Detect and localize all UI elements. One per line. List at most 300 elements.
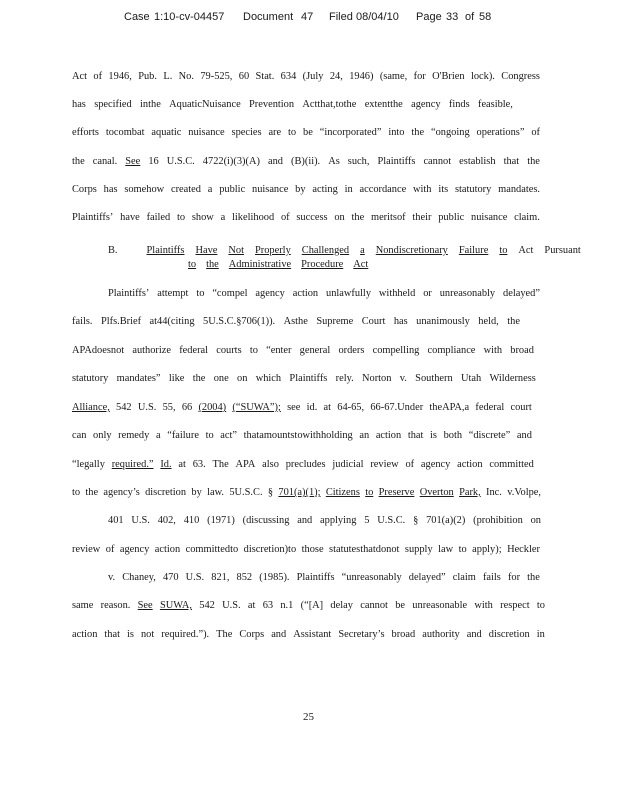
word: (“SUWA”); — [232, 402, 281, 413]
word: of — [105, 544, 115, 555]
word: and — [516, 430, 532, 441]
word: Congress — [501, 71, 540, 82]
word: 5U.S.C.§706(1)). — [203, 316, 276, 327]
word: unreasonable — [412, 600, 468, 611]
word: act” — [220, 430, 238, 441]
word: to — [196, 288, 205, 299]
word: in — [344, 184, 353, 195]
word: to — [365, 487, 374, 498]
word: action — [375, 430, 402, 441]
word: 4722(i)(3)(A) — [202, 156, 260, 167]
word: federal — [475, 402, 505, 413]
word: § — [413, 515, 419, 526]
text-line — [188, 259, 378, 270]
word: on — [334, 212, 345, 223]
word: be — [303, 127, 313, 138]
word: Court — [361, 316, 386, 327]
word: public — [219, 184, 246, 195]
word: required.”). — [161, 629, 210, 640]
page-total: 58 — [479, 11, 492, 23]
word: See — [125, 156, 141, 167]
word: court — [510, 402, 532, 413]
word: withheld — [378, 288, 416, 299]
word: U.S. — [222, 600, 241, 611]
word: species — [231, 127, 262, 138]
word: 55, — [162, 402, 176, 413]
word: (1971) — [207, 515, 235, 526]
word: apply); — [472, 544, 502, 555]
word: compliance — [427, 345, 476, 356]
word: at — [323, 402, 332, 413]
word: The — [212, 459, 229, 470]
word: created — [170, 184, 201, 195]
word: unanimously — [416, 316, 470, 327]
word: thatamountstowithholding — [243, 430, 353, 441]
word: that — [503, 156, 520, 167]
text-line — [72, 316, 520, 327]
text-line — [72, 459, 534, 470]
page-number: 25 — [303, 711, 314, 723]
word: “incorporated” — [319, 127, 382, 138]
word: has — [393, 316, 408, 327]
word: the — [411, 127, 425, 138]
word: such, — [347, 156, 370, 167]
word: authority — [422, 629, 460, 640]
word: same — [72, 600, 94, 611]
word: 5U.S.C. — [229, 487, 263, 498]
word: broad — [391, 629, 416, 640]
word: v.Volpe, — [507, 487, 541, 498]
word: 60 — [238, 71, 250, 82]
word: precludes — [285, 459, 326, 470]
word: See — [137, 600, 153, 611]
word: at — [178, 459, 186, 470]
word: U.S.C. — [166, 156, 195, 167]
word: agency — [420, 459, 451, 470]
word: (1985). — [259, 572, 290, 583]
word: courts — [216, 345, 242, 356]
word: failed — [146, 212, 171, 223]
word: Plaintiffs — [289, 373, 328, 384]
word: 79-525, — [200, 71, 233, 82]
word: Southern — [415, 373, 453, 384]
word: the — [351, 212, 365, 223]
word: 63 — [262, 600, 274, 611]
text-line — [72, 156, 540, 167]
word: Chaney, — [122, 572, 156, 583]
word: 701(a)(2) — [426, 515, 466, 526]
word: agency — [119, 544, 150, 555]
word: statutory — [72, 373, 109, 384]
word: orders — [338, 345, 365, 356]
word: and — [297, 515, 313, 526]
word: mandates” — [116, 373, 161, 384]
word: the — [192, 373, 206, 384]
word: success — [296, 212, 328, 223]
word: efforts — [72, 127, 99, 138]
text-line — [108, 288, 540, 299]
word: Procedure — [301, 259, 344, 270]
word: Failure — [458, 245, 489, 256]
document-label: Document — [243, 11, 294, 23]
word: in — [536, 629, 545, 640]
filed-date: 08/04/10 — [356, 11, 399, 23]
word: mandates. — [498, 184, 540, 195]
word: is — [127, 629, 134, 640]
word: fails. — [72, 316, 93, 327]
word: Preserve — [378, 487, 415, 498]
word: into — [388, 127, 405, 138]
word: Wilderness — [489, 373, 536, 384]
word: (July — [302, 71, 324, 82]
word: Plaintiffs’ — [72, 212, 114, 223]
word: their — [412, 212, 432, 223]
word: Supreme — [316, 316, 354, 327]
word: law. — [207, 487, 225, 498]
word: rely. — [335, 373, 354, 384]
word: v. — [399, 373, 407, 384]
word: at — [247, 600, 256, 611]
word: Asthe — [283, 316, 308, 327]
word: a — [220, 212, 226, 223]
word: see — [287, 402, 301, 413]
word: to — [458, 544, 467, 555]
word: “discrete” — [468, 430, 511, 441]
word: not — [140, 629, 155, 640]
word: committed — [489, 459, 534, 470]
document-number: 47 — [301, 11, 314, 23]
word: U.S. — [137, 402, 157, 413]
word: nuisance — [188, 127, 225, 138]
word: on — [237, 373, 248, 384]
word: canal. — [92, 156, 118, 167]
word: on — [530, 515, 541, 526]
word: (“[A] — [300, 600, 324, 611]
word: an — [359, 430, 370, 441]
word: action — [292, 288, 319, 299]
case-header — [124, 11, 494, 27]
word: Have — [195, 245, 218, 256]
word: to — [499, 245, 508, 256]
word: to — [188, 259, 197, 270]
word: a — [360, 245, 365, 256]
word: review — [370, 459, 399, 470]
word: Plaintiffs — [296, 572, 335, 583]
word: or — [423, 288, 432, 299]
word: unlawfully — [326, 288, 372, 299]
text-line — [72, 212, 540, 223]
word: APA — [235, 459, 256, 470]
word: Pursuant — [544, 245, 581, 256]
word: both — [443, 430, 463, 441]
word: inthe — [140, 99, 161, 110]
word: 5 — [364, 515, 370, 526]
word: Challenged — [301, 245, 350, 256]
word: Stat. — [255, 71, 275, 82]
word: 634 — [280, 71, 297, 82]
text-line — [108, 572, 540, 583]
word: Act — [518, 245, 534, 256]
word: which — [255, 373, 282, 384]
word: applying — [320, 515, 357, 526]
word: cannot — [360, 600, 388, 611]
text-line — [72, 629, 545, 640]
text-line — [72, 373, 536, 384]
word: a — [207, 184, 213, 195]
word: be — [395, 600, 406, 611]
word: judicial — [332, 459, 364, 470]
word: of — [531, 127, 540, 138]
word: 24, — [329, 71, 343, 82]
word: O'Brien — [432, 71, 465, 82]
word: authorize — [132, 345, 171, 356]
text-line — [72, 544, 540, 555]
word: Inc. — [486, 487, 502, 498]
word: agency’s — [103, 487, 140, 498]
page-number-header: 33 — [446, 11, 459, 23]
word: of — [405, 459, 415, 470]
word: n.1 — [280, 600, 294, 611]
word: Not — [228, 245, 244, 256]
word: somehow — [124, 184, 165, 195]
word: has — [72, 99, 86, 110]
word: delayed” — [408, 572, 446, 583]
word: Corps — [239, 629, 265, 640]
word: Alliance, — [72, 402, 110, 413]
word: 1946, — [108, 71, 132, 82]
word: with — [474, 600, 493, 611]
word: 64-65, — [337, 402, 365, 413]
word: that — [407, 430, 424, 441]
word: tocombat — [105, 127, 145, 138]
word: delay — [330, 600, 353, 611]
case-label: Case — [124, 11, 150, 23]
word: Norton — [362, 373, 392, 384]
word: broad — [510, 345, 534, 356]
word: of — [93, 71, 103, 82]
word: Utah — [461, 373, 482, 384]
word: lock). — [470, 71, 495, 82]
text-line — [72, 99, 513, 110]
word: agency — [255, 288, 285, 299]
word: that — [104, 629, 120, 640]
word: for — [507, 572, 521, 583]
word: (2004) — [198, 402, 227, 413]
word: reason. — [100, 600, 131, 611]
word: like — [168, 373, 185, 384]
word: committedto — [185, 544, 239, 555]
word: general — [299, 345, 331, 356]
word: meritsof — [370, 212, 406, 223]
word: AquaticNuisance — [169, 99, 241, 110]
word: review — [72, 544, 101, 555]
word: a — [155, 430, 161, 441]
word: Heckler — [507, 544, 540, 555]
word: claim. — [514, 212, 540, 223]
text-line — [72, 345, 534, 356]
word: fails — [482, 572, 501, 583]
word: 821, — [211, 572, 230, 583]
word: aquatic — [151, 127, 182, 138]
word: establish — [459, 156, 496, 167]
word: Properly — [254, 245, 291, 256]
word: action — [457, 459, 483, 470]
word: nuisance — [252, 184, 289, 195]
of-label: of — [465, 11, 475, 23]
word: by — [295, 184, 306, 195]
word: action — [72, 629, 98, 640]
word: 470 — [162, 572, 179, 583]
text-line — [72, 430, 532, 441]
word: public — [438, 212, 465, 223]
word: APAdoesnot — [72, 345, 125, 356]
word: discretion — [488, 629, 530, 640]
word: 701(a)(1); — [278, 487, 321, 498]
word: its — [438, 184, 449, 195]
text-line — [108, 515, 541, 526]
text-line — [72, 600, 545, 611]
word: one — [213, 373, 229, 384]
word: only — [93, 430, 112, 441]
word: with — [413, 184, 432, 195]
word: “unreasonably — [341, 572, 402, 583]
word: to — [205, 430, 214, 441]
word: the — [507, 316, 520, 327]
text-line — [72, 127, 540, 138]
word: to — [249, 345, 258, 356]
word: U.S. — [185, 572, 205, 583]
word: “enter — [266, 345, 292, 356]
word: 410 — [183, 515, 200, 526]
word: and — [271, 629, 287, 640]
word: the — [527, 156, 540, 167]
word: and — [267, 156, 283, 167]
word: also — [262, 459, 279, 470]
word: required.” — [111, 459, 154, 470]
word: 16 — [148, 156, 159, 167]
word: nuisance — [471, 212, 508, 223]
word: finds — [448, 99, 470, 110]
word: compelling — [372, 345, 420, 356]
word: 542 — [116, 402, 132, 413]
word: accordance — [359, 184, 407, 195]
word: 542 — [199, 600, 215, 611]
word: the — [72, 156, 85, 167]
word: Citizens — [325, 487, 360, 498]
word: statutory — [454, 184, 492, 195]
word: at44(citing — [149, 316, 195, 327]
word: feasible, — [477, 99, 513, 110]
word: acting — [312, 184, 338, 195]
word: U.S. — [131, 515, 150, 526]
word: No. — [178, 71, 194, 82]
word: 66 — [181, 402, 193, 413]
word: are — [268, 127, 282, 138]
word: action — [154, 544, 181, 555]
word: 852 — [236, 572, 253, 583]
word: and — [466, 629, 482, 640]
word: (B)(ii). — [291, 156, 321, 167]
word: statutesthatdonot — [329, 544, 400, 555]
word: § — [267, 487, 274, 498]
word: operations” — [476, 127, 525, 138]
word: v. — [108, 572, 116, 583]
word: has — [103, 184, 118, 195]
word: the — [206, 259, 219, 270]
word: the — [85, 487, 99, 498]
word: for — [413, 71, 426, 82]
word: unreasonably — [439, 288, 496, 299]
word: U.S.C. — [377, 515, 406, 526]
word: “failure — [167, 430, 199, 441]
word: The — [216, 629, 233, 640]
word: (same, — [379, 71, 408, 82]
word: to — [536, 600, 545, 611]
word: Nondiscretionary — [375, 245, 448, 256]
case-number: 1:10-cv-04457 — [154, 11, 225, 23]
word: 1946) — [349, 71, 374, 82]
word: Administrative — [228, 259, 292, 270]
word: Park, — [459, 487, 481, 498]
word: “ongoing — [430, 127, 470, 138]
word: supply — [404, 544, 433, 555]
word: delayed” — [503, 288, 540, 299]
word: likelihood — [232, 212, 275, 223]
word: B. — [108, 245, 118, 256]
word: respect — [500, 600, 530, 611]
word: Corps — [72, 184, 97, 195]
page-label: Page — [416, 11, 442, 23]
word: attempt — [157, 288, 189, 299]
word: Plaintiffs — [146, 245, 185, 256]
word: 66-67.Under — [370, 402, 424, 413]
word: can — [72, 430, 87, 441]
filed-label: Filed — [329, 11, 353, 23]
text-line — [72, 402, 532, 413]
word: to — [288, 127, 297, 138]
word: As — [328, 156, 340, 167]
word: L. — [163, 71, 173, 82]
word: specified — [94, 99, 132, 110]
word: to — [72, 487, 81, 498]
word: Act — [72, 71, 88, 82]
word: Id. — [160, 459, 172, 470]
word: held, — [478, 316, 499, 327]
word: “legally — [72, 459, 105, 470]
word: of — [280, 212, 290, 223]
word: with — [483, 345, 503, 356]
word: (discussing — [242, 515, 290, 526]
word: is — [430, 430, 437, 441]
word: the — [527, 572, 540, 583]
word: Actthat,tothe — [302, 99, 357, 110]
word: 63. — [192, 459, 206, 470]
word: Plaintiffs — [377, 156, 416, 167]
word: id. — [306, 402, 318, 413]
word: “compel — [212, 288, 248, 299]
word: Prevention — [249, 99, 295, 110]
word: theAPA,a — [429, 402, 470, 413]
word: to — [177, 212, 186, 223]
word: extentthe — [364, 99, 403, 110]
word: Act — [353, 259, 369, 270]
word: by — [191, 487, 202, 498]
word: federal — [179, 345, 209, 356]
text-line — [72, 71, 540, 82]
word: discretion)to — [243, 544, 297, 555]
word: SUWA, — [159, 600, 192, 611]
word: 401 — [108, 515, 124, 526]
